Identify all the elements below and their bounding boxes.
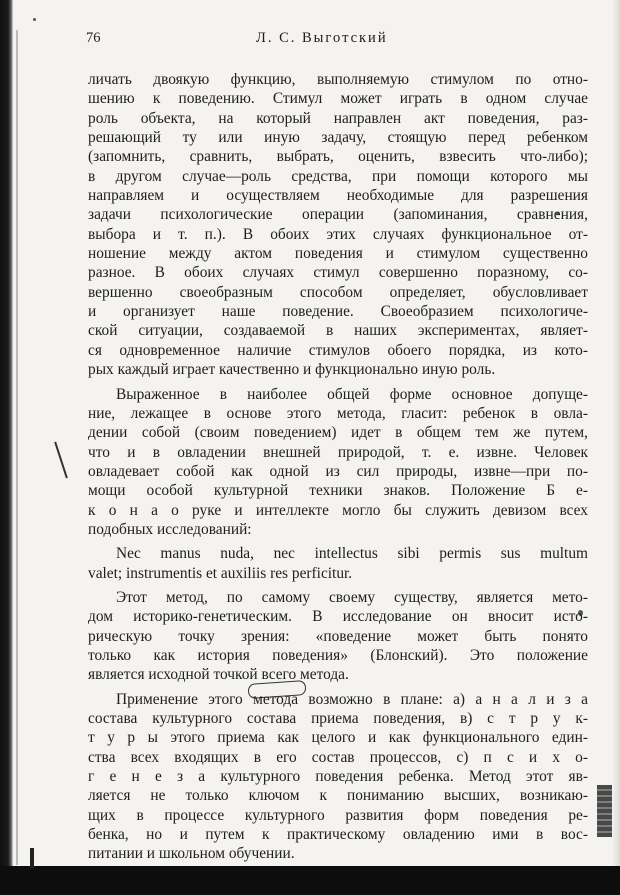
text-line: ляется не только ключом к пониманию высших, возникаю- bbox=[88, 787, 588, 805]
text-line: ние, лежащее в основе этого метода, гласит: ребенок в овла- bbox=[88, 404, 588, 422]
corner-mark bbox=[30, 848, 34, 868]
text-line: решающий ту или иную задачу, стоящую перед ребенком bbox=[88, 129, 588, 147]
text-line: Применение этого метода возможно в плане: а) а н а л и з а bbox=[116, 690, 588, 708]
latin-quote-line: valet; instrumentis et auxiliis res perficitur. bbox=[88, 564, 353, 582]
text-line: (запомнить, сравнить, выбрать, оценить, взвесить что-либо); bbox=[88, 148, 588, 166]
text-line: роль объекта, на который направлен акт поведения, раз- bbox=[88, 109, 588, 127]
text-line: к о н а о руке и интеллекте могло бы служить девизом всех bbox=[88, 501, 588, 519]
scan-bottom-border bbox=[0, 866, 620, 895]
text-line: рическую точку зрения: «поведение может быть понято bbox=[88, 627, 588, 645]
text-line: дении собой (своим поведением) идет в общем тем же путем, bbox=[88, 424, 588, 442]
text-line: только как история поведения» (Блонский). Это положение bbox=[88, 646, 588, 664]
text-line: шению к поведению. Стимул может играть в одном случае bbox=[88, 90, 588, 108]
margin-pencil-stroke bbox=[54, 442, 68, 479]
text-line: выбора и т. п.). В обоих этих случаях функциональное от- bbox=[88, 225, 588, 243]
page-right-edge bbox=[612, 0, 620, 895]
latin-quote-line: Nec manus nuda, nec intellectus sibi permis sus multum bbox=[116, 545, 588, 563]
text-line: бенка, но и путем к практическому овладению ими в вос- bbox=[88, 826, 588, 844]
running-head: Л. С. Выготский bbox=[256, 30, 388, 46]
text-line: ся одновременное наличие стимулов обоего порядка, из кото- bbox=[88, 341, 588, 359]
text-line: Выраженное в наиболее общей форме основное допуще- bbox=[116, 385, 588, 403]
text-line: щих в процессе культурного развития форм поведения ре- bbox=[88, 806, 588, 824]
text-line: мощи особой культурной техники знаков. Положение Б е- bbox=[88, 482, 588, 500]
text-line: подобных исследований: bbox=[88, 520, 252, 538]
ink-speck bbox=[33, 18, 36, 21]
text-line: Этот метод, по самому своему существу, является мето- bbox=[116, 588, 588, 606]
text-line: и организует наше поведение. Своеобразием психологиче- bbox=[88, 303, 588, 321]
text-line: ства всех входящих в его состав процессов, с) п с и х о- bbox=[88, 748, 588, 766]
text-line: ношение между актом поведения и стимулом существенно bbox=[88, 245, 588, 263]
page-number: 76 bbox=[86, 30, 101, 46]
page-edge-line bbox=[16, 30, 18, 865]
text-line: т у р ы этого приема как целого и как функционального един- bbox=[88, 729, 588, 747]
body-text bbox=[88, 70, 588, 864]
text-line: задачи психологические операции (запоминания, сравнения, bbox=[88, 206, 588, 224]
text-line: что и в овладении внешней природой, т. е. извне. Человек bbox=[88, 443, 588, 461]
text-line: направляем и осуществляем необходимые для разрешения bbox=[88, 187, 588, 205]
page-corner-tab bbox=[597, 785, 612, 837]
text-line: в другом случае—роль средства, при помощи которого мы bbox=[88, 167, 588, 185]
text-line: ской ситуации, создаваемой в наших экспериментах, являет- bbox=[88, 322, 588, 340]
book-spine-shadow bbox=[0, 0, 13, 895]
text-line: рых каждый играет качественно и функционально иную роль. bbox=[88, 361, 496, 379]
text-line: разное. В обоих случаях стимул совершенно поразному, со- bbox=[88, 264, 588, 282]
text-line: г е н е з а культурного поведения ребенка. Метод этот яв- bbox=[88, 768, 588, 786]
text-line: овладевает собой как одной из сил природы, извне—при по- bbox=[88, 462, 588, 480]
text-line: дом историко-генетическим. В исследование он вносит исто- bbox=[88, 608, 588, 626]
text-line: питании и школьном обучении. bbox=[88, 845, 295, 863]
text-line: личать двоякую функцию, выполняемую стимулом по отно- bbox=[88, 71, 588, 88]
text-line: является исходной точкой всего метода. bbox=[88, 666, 349, 684]
text-line: состава культурного состава приема поведения, в) с т р у к- bbox=[88, 710, 588, 727]
text-line: вершенно своеобразным способом определяет, обусловливает bbox=[88, 283, 588, 301]
